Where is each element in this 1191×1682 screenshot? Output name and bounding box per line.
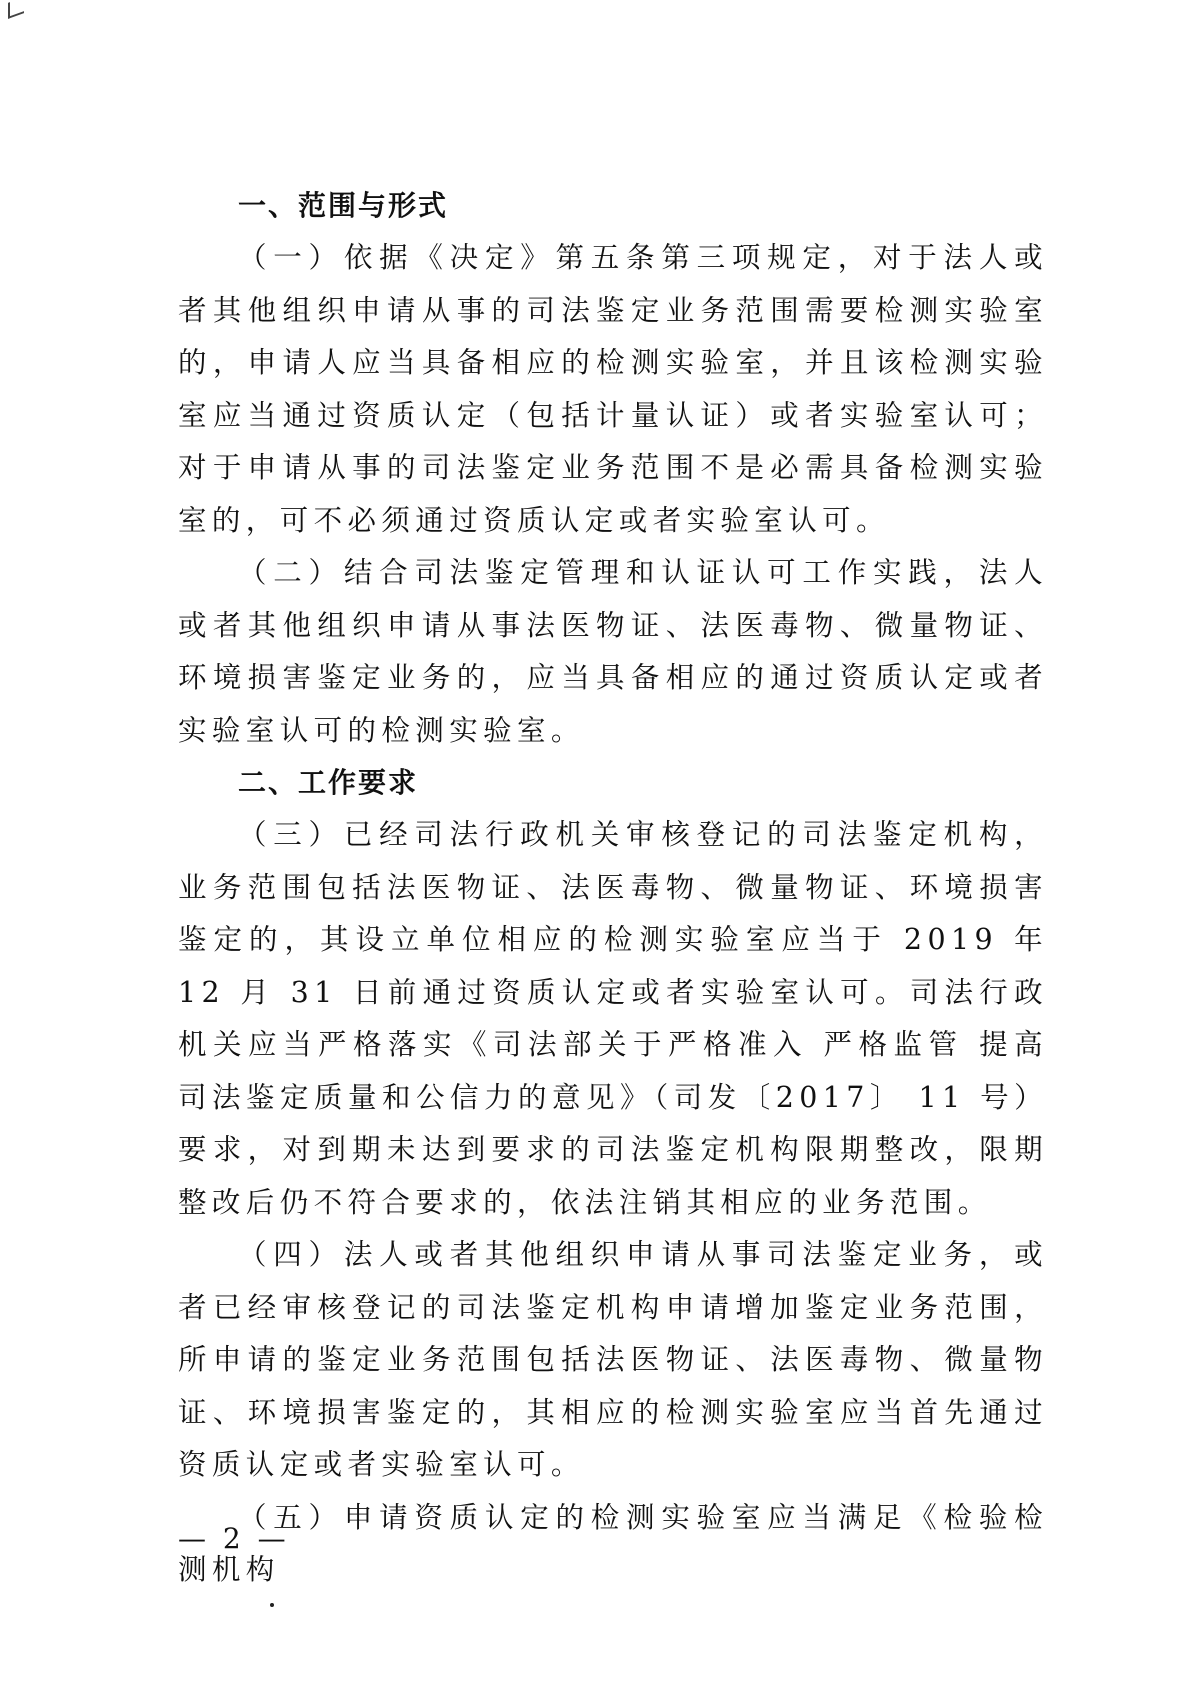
paragraph-2: （二）结合司法鉴定管理和认证认可工作实践，法人或者其他组织申请从事法医物证、法医毒物、微量物证、环境损害鉴定业务的，应当具备相应的通过资质认定或者实验室认可的检测实验室。 bbox=[178, 556, 1048, 747]
section-requirements bbox=[178, 757, 1048, 1597]
section-scope bbox=[178, 180, 1048, 757]
section-heading-requirements: 二、工作要求 bbox=[238, 766, 419, 799]
scan-corner-mark bbox=[8, 0, 24, 19]
scan-speck bbox=[270, 1603, 274, 1607]
document-body bbox=[178, 180, 1048, 1597]
page-number: — 2 — bbox=[178, 1522, 290, 1555]
paragraph-1: （一）依据《决定》第五条第三项规定，对于法人或者其他组织申请从事的司法鉴定业务范围需要检测实验室的，申请人应当具备相应的检测实验室，并且该检测实验室应当通过资质认定（包括计量认证）或者实验室认可；对于申请从事的司法鉴定业务范围不是必需具备检测实验室的，可不必须通过资质认定或者实验室认可。 bbox=[178, 241, 1048, 537]
section-heading-scope: 一、范围与形式 bbox=[238, 189, 449, 222]
paragraph-4: （四）法人或者其他组织申请从事司法鉴定业务，或者已经审核登记的司法鉴定机构申请增加鉴定业务范围，所申请的鉴定业务范围包括法医物证、法医毒物、微量物证、环境损害鉴定的，其相应的检测实验室应当首先通过资质认定或者实验室认可。 bbox=[178, 1238, 1048, 1481]
paragraph-3: （三）已经司法行政机关审核登记的司法鉴定机构，业务范围包括法医物证、法医毒物、微量物证、环境损害鉴定的，其设立单位相应的检测实验室应当于 2019 年 12 月 31 日前通过资质认定或者实验室认可。司法行政机关应当严格落实《司法部关于严格准入 严格监管 提高司法鉴定质量和公信力的意见》（司发〔2017〕 11 号）要求，对到期未达到要求的司法鉴定机构限期整改，限期整改后仍不符合要求的，依法注销其相应的业务范围。 bbox=[178, 818, 1048, 1219]
paragraph-5: （五）申请资质认定的检测实验室应当满足《检验检测机构 bbox=[178, 1500, 1048, 1586]
